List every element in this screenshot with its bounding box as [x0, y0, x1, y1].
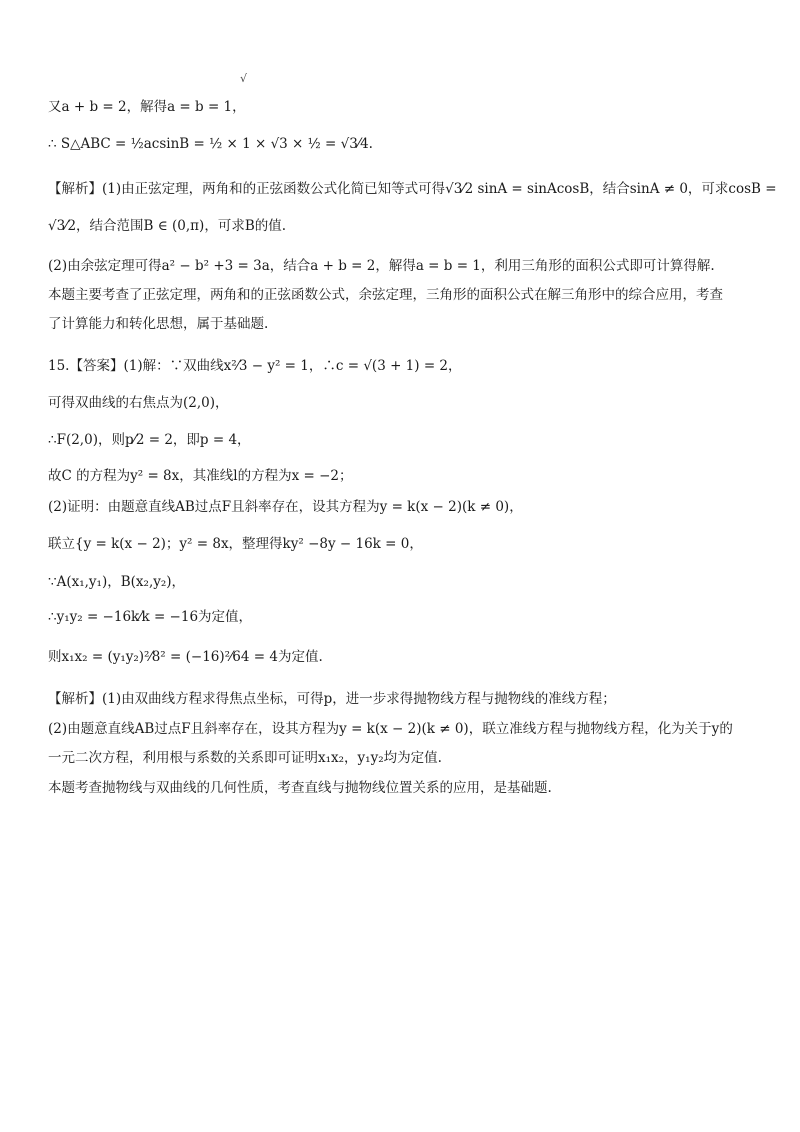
tick-mark: √ [240, 72, 248, 85]
text-line: 本题考查抛物线与双曲线的几何性质，考查直线与抛物线位置关系的应用，是基础题. [48, 780, 552, 796]
text-line: 又a + b = 2，解得a = b = 1， [48, 99, 246, 115]
text-line: 15.【答案】(1)解：∵双曲线x²⁄3 − y² = 1，∴c = √(3 + 1) = 2， [48, 358, 462, 374]
text-line: ∵A(x₁,y₁)，B(x₂,y₂)， [48, 574, 186, 590]
text-line: √3⁄2，结合范围B ∈ (0,π)，可求B的值. [48, 218, 287, 234]
text-line: 联立{y = k(x − 2)；y² = 8x，整理得ky² −8y − 16k = 0， [48, 536, 423, 552]
text-line: ∴F(2,0)，则p⁄2 = 2，即p = 4， [48, 432, 251, 448]
text-line: 本题主要考查了正弦定理，两角和的正弦函数公式，余弦定理，三角形的面积公式在解三角形中的综合应用，考查 [48, 287, 723, 303]
text-line: (2)由题意直线AB过点F且斜率存在，设其方程为y = k(x − 2)(k ≠ 0)，联立准线方程与抛物线方程，化为关于y的 [48, 721, 733, 737]
text-line: ∴y₁y₂ = −16k⁄k = −16为定值， [48, 609, 253, 625]
text-line: 可得双曲线的右焦点为(2,0)， [48, 395, 229, 411]
text-line: 【解析】(1)由双曲线方程求得焦点坐标，可得p，进一步求得抛物线方程与抛物线的准线方程； [48, 691, 616, 707]
text-line: (2)证明：由题意直线AB过点F且斜率存在，设其方程为y = k(x − 2)(k ≠ 0)， [48, 499, 523, 515]
text-line: 【解析】(1)由正弦定理，两角和的正弦函数公式化简已知等式可得√3⁄2 sinA = sinAcosB，结合sinA ≠ 0，可求cosB = [48, 181, 777, 197]
text-line: ∴ S△ABC = ½acsinB = ½ × 1 × √3 × ½ = √3⁄4. [48, 136, 373, 152]
text-line: 故C 的方程为y² = 8x，其准线l的方程为x = −2； [48, 468, 353, 484]
text-line: 了计算能力和转化思想，属于基础题. [48, 316, 269, 332]
text-line: 一元二次方程，利用根与系数的关系即可证明x₁x₂，y₁y₂均为定值. [48, 750, 442, 766]
text-line: 则x₁x₂ = (y₁y₂)²⁄8² = (−16)²⁄64 = 4为定值. [48, 649, 323, 665]
text-line: (2)由余弦定理可得a² − b² +3 = 3a，结合a + b = 2，解得a = b = 1，利用三角形的面积公式即可计算得解. [48, 258, 715, 274]
